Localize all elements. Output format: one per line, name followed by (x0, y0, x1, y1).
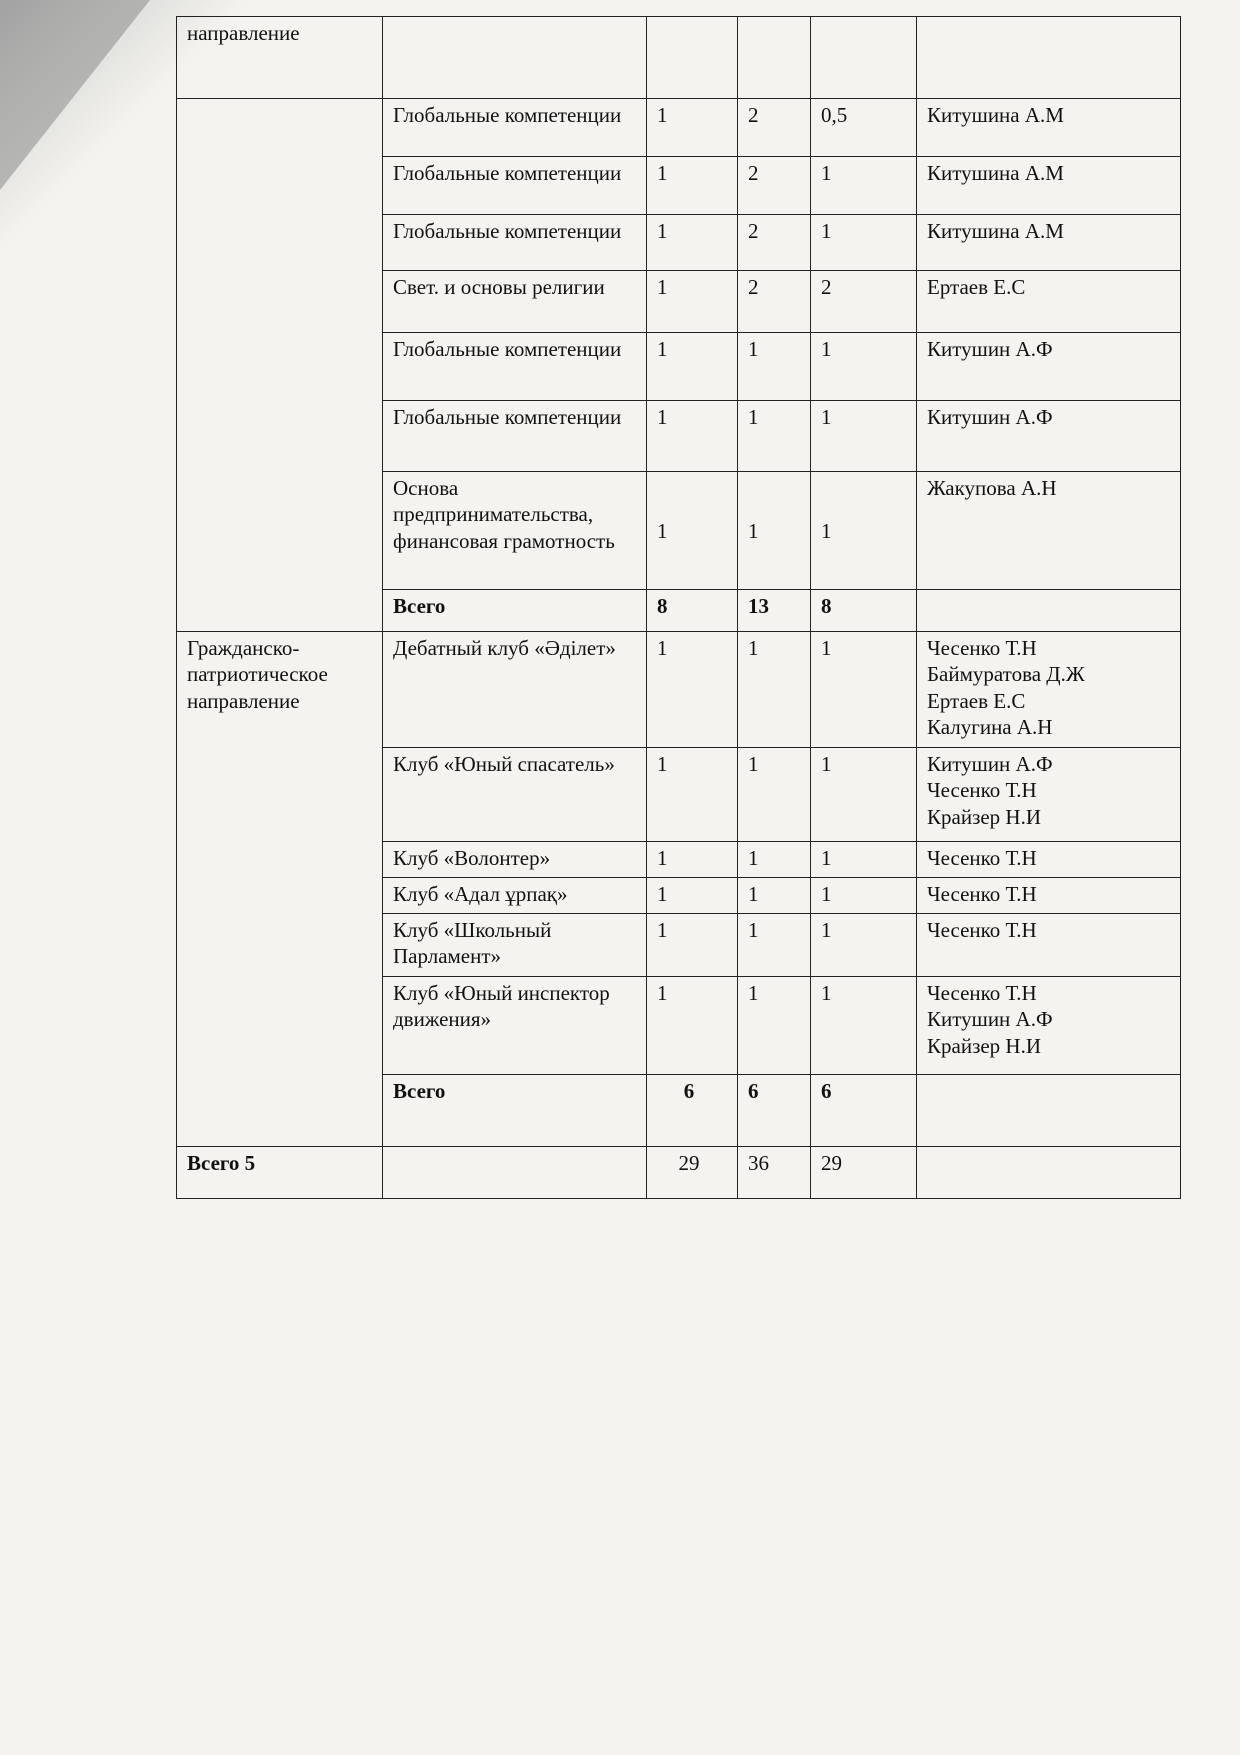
groups-value: 1 (738, 878, 811, 914)
leader-name: Ертаев Е.С (917, 271, 1181, 333)
direction-cell: Гражданско-патриотическое направление (177, 632, 383, 1147)
activity-name: Глобальные компетенции (383, 333, 647, 401)
hours-value: 0,5 (811, 99, 917, 157)
hours-value: 1 (811, 748, 917, 842)
total-label: Всего (383, 1075, 647, 1147)
activity-name: Основа предпринимательства, финансовая грамотность (383, 472, 647, 590)
hours-total: 6 (811, 1075, 917, 1147)
groups-value: 1 (738, 401, 811, 472)
leaders-cell (917, 748, 1181, 842)
groups-value: 2 (738, 99, 811, 157)
hours-value: 1 (811, 842, 917, 878)
hours-value: 1 (811, 215, 917, 271)
leader-name: Чесенко Т.Н (917, 842, 1181, 878)
groups-value: 2 (738, 215, 811, 271)
hours-value: 1 (811, 977, 917, 1075)
leader-name: Китушин А.Ф (927, 752, 1053, 776)
activity-name: Клуб «Волонтер» (383, 842, 647, 878)
leader-name: Китушин А.Ф (917, 401, 1181, 472)
folded-corner (0, 0, 150, 190)
direction-cell (177, 99, 383, 632)
years-value: 1 (647, 977, 738, 1075)
years-value: 1 (647, 632, 738, 748)
years-grand-total: 29 (647, 1147, 738, 1199)
groups-value: 1 (738, 748, 811, 842)
table-row (177, 99, 1181, 157)
years-value: 1 (647, 99, 738, 157)
leader-name: Китушина А.М (917, 99, 1181, 157)
hours-value: 1 (811, 472, 917, 590)
grand-total-label: Всего 5 (177, 1147, 383, 1199)
table-row (177, 17, 1181, 99)
activity-name: Глобальные компетенции (383, 99, 647, 157)
years-value: 1 (647, 157, 738, 215)
groups-value: 1 (738, 914, 811, 977)
direction-cell: направление (177, 17, 383, 99)
leader-name: Чесенко Т.Н (927, 636, 1037, 660)
activity-name: Клуб «Адал ұрпақ» (383, 878, 647, 914)
leader-name: Китушин А.Ф (917, 333, 1181, 401)
years-total: 6 (647, 1075, 738, 1147)
leader-name: Жакупова А.Н (917, 472, 1181, 590)
hours-value: 1 (811, 914, 917, 977)
activity-name: Свет. и основы религии (383, 271, 647, 333)
groups-total: 13 (738, 590, 811, 632)
years-value: 1 (647, 271, 738, 333)
hours-grand-total: 29 (811, 1147, 917, 1199)
hours-total: 8 (811, 590, 917, 632)
groups-value: 1 (738, 333, 811, 401)
leaders-cell (917, 977, 1181, 1075)
activity-name: Глобальные компетенции (383, 157, 647, 215)
hours-value: 1 (811, 157, 917, 215)
leader-name: Ертаев Е.С (927, 688, 1026, 713)
groups-value: 2 (738, 271, 811, 333)
groups-value: 1 (738, 977, 811, 1075)
total-label: Всего (383, 590, 647, 632)
groups-total: 6 (738, 1075, 811, 1147)
activity-name: Клуб «Юный инспектор движения» (383, 977, 647, 1075)
years-value: 1 (647, 401, 738, 472)
leader-name: Чесенко Т.Н (917, 878, 1181, 914)
work-plan-table (176, 16, 1181, 1199)
grand-total-row (177, 1147, 1181, 1199)
leader-name: Чесенко Т.Н (927, 981, 1037, 1005)
activity-name: Дебатный клуб «Әділет» (383, 632, 647, 748)
leader-name: Крайзер Н.И (927, 804, 1042, 829)
groups-value: 1 (738, 842, 811, 878)
years-value: 1 (647, 914, 738, 977)
hours-value: 1 (811, 401, 917, 472)
hours-value: 1 (811, 333, 917, 401)
activity-name: Глобальные компетенции (383, 215, 647, 271)
hours-value: 2 (811, 271, 917, 333)
leader-name: Чесенко Т.Н (927, 778, 1037, 803)
activity-name: Клуб «Юный спасатель» (383, 748, 647, 842)
leader-name: Китушин А.Ф (927, 1007, 1053, 1032)
hours-value: 1 (811, 632, 917, 748)
years-value: 1 (647, 748, 738, 842)
years-value: 1 (647, 215, 738, 271)
hours-value: 1 (811, 878, 917, 914)
years-total: 8 (647, 590, 738, 632)
groups-value: 1 (738, 632, 811, 748)
leader-name: Калугина А.Н (927, 714, 1053, 739)
activity-name: Глобальные компетенции (383, 401, 647, 472)
activity-name: Клуб «Школьный Парламент» (383, 914, 647, 977)
leader-name: Крайзер Н.И (927, 1033, 1042, 1058)
leader-name: Баймуратова Д.Ж (927, 662, 1085, 687)
groups-value: 1 (738, 472, 811, 590)
years-value: 1 (647, 333, 738, 401)
leaders-cell (917, 632, 1181, 748)
groups-value: 2 (738, 157, 811, 215)
table-row (177, 632, 1181, 748)
years-value: 1 (647, 842, 738, 878)
leader-name: Чесенко Т.Н (917, 914, 1181, 977)
years-value: 1 (647, 472, 738, 590)
groups-grand-total: 36 (738, 1147, 811, 1199)
leader-name: Китушина А.М (917, 215, 1181, 271)
leader-name: Китушина А.М (917, 157, 1181, 215)
years-value: 1 (647, 878, 738, 914)
